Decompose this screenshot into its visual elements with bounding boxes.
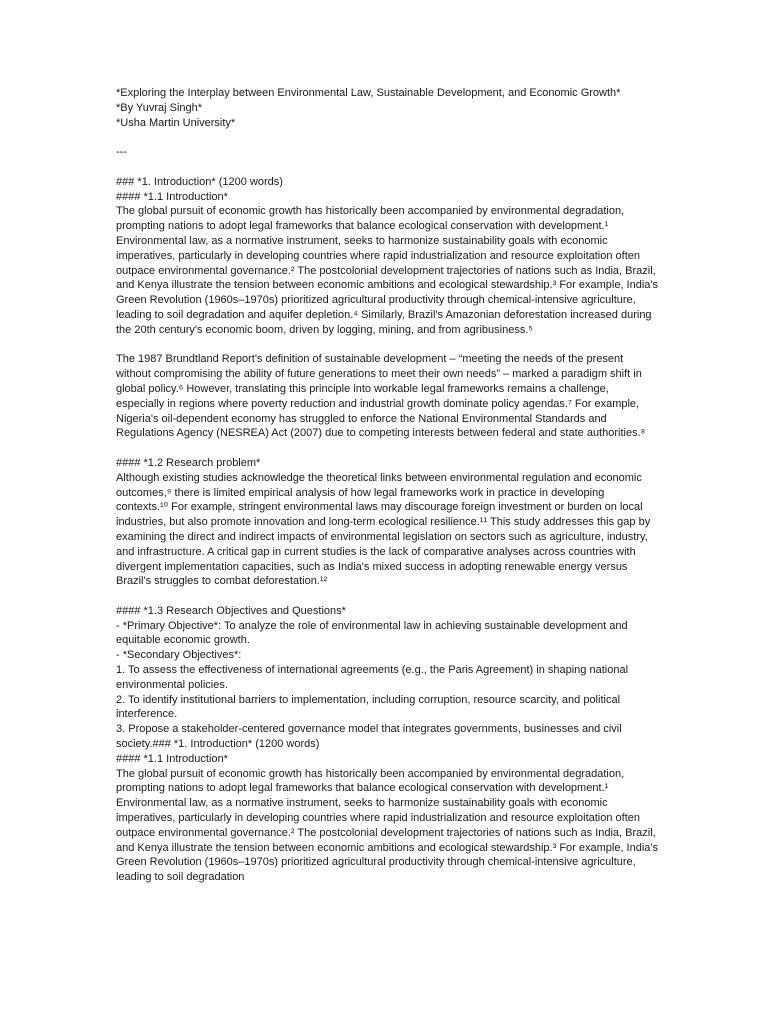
secondary-objectives-label: - *Secondary Objectives*: (116, 649, 242, 662)
primary-objective: - *Primary Objective*: To analyze the role of environmental law in achieving sustainable development and equitable economic growth. (116, 619, 628, 647)
separator: --- (116, 146, 127, 159)
intro-paragraph-1: The global pursuit of economic growth has historically been accompanied by environmental degradation, prompting nations to adopt legal frameworks that balance ecological conservation with development.¹ Environmental law, as a normative instrument, seeks to harmonize sustainability goals with economic imperatives, particularly in developing countries where rapid industrialization and resource exploitation often outpace environmental governance.² The postcolonial development trajectories of nations such as India, Brazil, and Kenya illustrate the tension between economic ambitions and ecological stewardship.³ For example, India's Green Revolution (1960s–1970s) prioritized agricultural productivity through chemical-intensive agriculture, leading to soil degradation and aquifer depletion.⁴ Similarly, Brazil's Amazonian deforestation increased during the 20th century's economic boom, driven by logging, mining, and from agribusiness.⁵ (116, 205, 659, 336)
objective-item-1: 1. To assess the effectiveness of international agreements (e.g., the Paris Agreement) in shaping national environmental policies. (116, 664, 629, 691)
section-heading-introduction: ### *1. Introduction* (1200 words) (116, 175, 283, 188)
spacer (116, 338, 658, 353)
objective-item-3: 3. Propose a stakeholder-centered governance model that integrates governments, businesses and civil society.### *1. Introduction* (1200 words) (116, 723, 622, 751)
objective-item-2: 2. To identify institutional barriers to implementation, including corruption, resource scarcity, and political interference. (116, 693, 621, 721)
intro-paragraph-repeat: The global pursuit of economic growth has historically been accompanied by environmental degradation, prompting nations to adopt legal frameworks that balance ecological conservation with development.¹ Environmental law, as a normative instrument, seeks to harmonize sustainability goals with economic imperatives, particularly in developing countries where rapid industrialization and resource exploitation often outpace environmental governance.² The postcolonial development trajectories of nations such as India, Brazil, and Kenya illustrate the tension between economic ambitions and ecological stewardship.³ For example, India's Green Revolution (1960s–1970s) prioritized agricultural productivity through chemical-intensive agriculture, leading to soil degradation (116, 767, 659, 884)
document-title: *Exploring the Interplay between Environmental Law, Sustainable Development, and Economic Growth* (116, 87, 621, 99)
spacer (116, 160, 658, 175)
intro-paragraph-2: The 1987 Brundtland Report's definition of sustainable development – “meeting the needs of the present without compromising the ability of future generations to meet their own needs” – marked a paradigm shift in global policy.⁶ However, translating this principle into workable legal frameworks remains a challenge, especially in regions where poverty reduction and industrial growth dominate policy agendas.⁷ For example, Nigeria's oil-dependent economy has struggled to enforce the National Environmental Standards and Regulations Agency (NESREA) Act (2007) due to competing interests between federal and state authorities.⁸ (116, 353, 646, 440)
author-line: *By Yuvraj Singh* (116, 101, 203, 114)
affiliation-line: *Usha Martin University* (116, 116, 236, 129)
subsection-heading-1-2: #### *1.2 Research problem* (116, 456, 261, 469)
subsection-heading-1-1: #### *1.1 Introduction* (116, 190, 228, 203)
spacer (116, 130, 658, 145)
subsection-heading-1-3: #### *1.3 Research Objectives and Questions* (116, 604, 346, 617)
spacer (116, 589, 658, 604)
research-problem-paragraph: Although existing studies acknowledge the theoretical links between environmental regulation and economic outcomes,⁹ there is limited empirical analysis of how legal frameworks work in practice in developing contexts.¹⁰ For example, stringent environmental laws may discourage foreign investment or burden on local industries, but also promote innovation and long-term ecological resilience.¹¹ This study addresses this gap by examining the direct and indirect impacts of environmental legislation on sectors such as agriculture, industry, and infrastructure. A critical gap in current studies is the lack of comparative analyses across countries with divergent implementation capacities, such as India's mixed success in adopting renewable energy versus Brazil's struggles to combat deforestation.¹² (116, 471, 651, 588)
subsection-heading-1-1-repeat: #### *1.1 Introduction* (116, 752, 228, 765)
spacer (116, 441, 658, 456)
